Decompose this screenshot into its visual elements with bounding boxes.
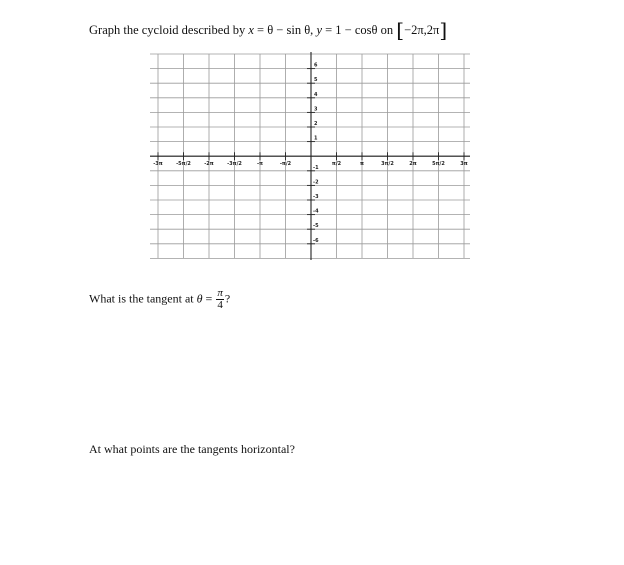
x-tick-label: 2π [409,161,417,168]
y-tick-label: 2 [314,121,318,127]
question-3: At what points are the tangents horizontal? [89,442,295,456]
y-tick-label: 5 [314,77,318,84]
x-variable: x [248,23,254,37]
interval: −2π,2π [404,23,440,37]
x-tick-label: π/2 [331,161,342,168]
left-bracket: [ [396,18,405,42]
question-mark: ? [224,291,231,306]
x-tick-label: 3π/2 [381,161,394,168]
y-tick-label: 1 [314,135,318,142]
coordinate-grid [150,52,470,260]
x-equation: = θ − sin θ, [253,23,314,37]
question-2 [89,288,230,311]
y-tick-label: 3 [314,106,318,113]
x-tick-label: -π [256,161,264,168]
pi-over-4-fraction [216,288,224,311]
question-2-lead: What is the tangent at [89,291,194,306]
y-tick-label: -4 [313,208,319,215]
right-bracket: ] [439,18,448,42]
x-tick-label: 5π/2 [432,161,445,168]
on-word: on [380,23,394,37]
y-tick-label: -2 [313,179,319,186]
y-tick-label: 4 [314,91,318,98]
y-variable: y [316,23,322,37]
y-tick-label: -6 [313,237,319,244]
x-tick-label: -2π [204,161,214,168]
fraction-denominator: 4 [217,299,223,311]
y-tick-label: -5 [313,223,319,230]
x-tick-label: -π/2 [279,161,292,168]
equals-sign: = [202,291,216,306]
x-tick-label: π [360,161,364,168]
y-tick-label: -3 [313,194,319,200]
theta-symbol: θ [196,291,203,306]
y-equation: = 1 − cosθ [322,23,378,37]
x-tick-label: -3π [153,161,163,168]
x-tick-label: 3π [460,161,468,168]
question-1 [89,18,447,42]
y-tick-label: 6 [314,62,318,69]
question-1-lead: Graph the cycloid described by [89,23,246,37]
y-tick-label: -1 [313,164,319,171]
fraction-numerator: π [217,287,223,299]
x-tick-label: -5π/2 [176,161,191,168]
x-tick-label: -3π/2 [227,161,242,168]
